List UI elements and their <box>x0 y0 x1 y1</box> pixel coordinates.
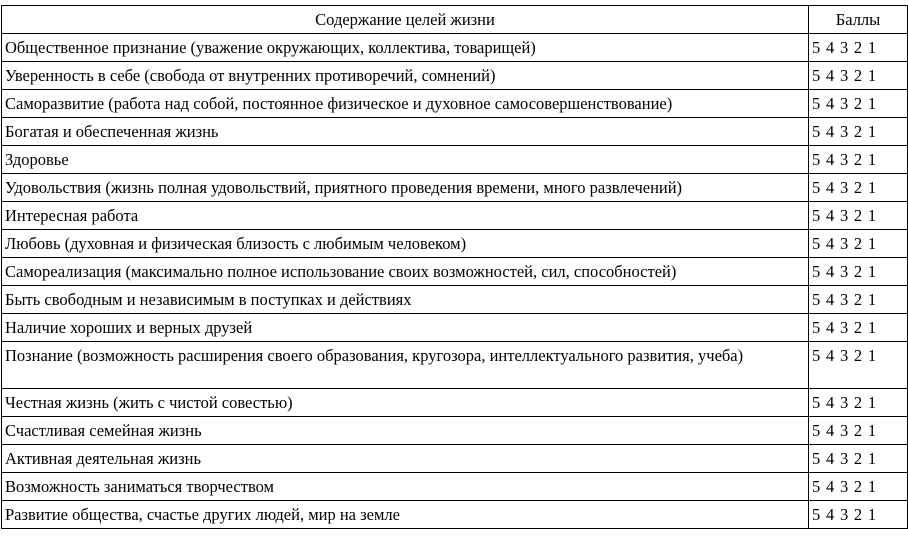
score-cell: 5 4 3 2 1 <box>809 417 908 445</box>
table-row <box>2 417 908 445</box>
column-header-score: Баллы <box>809 6 908 34</box>
goal-cell: Богатая и обеспеченная жизнь <box>2 118 809 146</box>
score-cell: 5 4 3 2 1 <box>809 473 908 501</box>
table-row <box>2 230 908 258</box>
score-cell: 5 4 3 2 1 <box>809 314 908 342</box>
table-row <box>2 473 908 501</box>
goal-cell: Здоровье <box>2 146 809 174</box>
goal-cell: Познание (возможность расширения своего образования, кругозора, интеллектуального развития, учеба) <box>2 342 809 389</box>
life-goals-table <box>1 5 908 529</box>
score-cell: 5 4 3 2 1 <box>809 118 908 146</box>
table-row <box>2 34 908 62</box>
score-cell: 5 4 3 2 1 <box>809 90 908 118</box>
score-cell: 5 4 3 2 1 <box>809 230 908 258</box>
score-cell: 5 4 3 2 1 <box>809 389 908 417</box>
goal-cell: Уверенность в себе (свобода от внутренних противоречий, сомнений) <box>2 62 809 90</box>
table-row <box>2 501 908 529</box>
goal-cell: Любовь (духовная и физическая близость с любимым человеком) <box>2 230 809 258</box>
table-row <box>2 62 908 90</box>
goal-cell: Самореализация (максимально полное использование своих возможностей, сил, способностей) <box>2 258 809 286</box>
score-cell: 5 4 3 2 1 <box>809 174 908 202</box>
goal-cell: Счастливая семейная жизнь <box>2 417 809 445</box>
score-cell: 5 4 3 2 1 <box>809 202 908 230</box>
table-row <box>2 342 908 389</box>
column-header-goal: Содержание целей жизни <box>2 6 809 34</box>
table-row <box>2 90 908 118</box>
score-cell: 5 4 3 2 1 <box>809 342 908 389</box>
score-cell: 5 4 3 2 1 <box>809 286 908 314</box>
table-row <box>2 314 908 342</box>
goal-cell: Активная деятельная жизнь <box>2 445 809 473</box>
table-row <box>2 146 908 174</box>
table-row <box>2 174 908 202</box>
table-row <box>2 202 908 230</box>
table-row <box>2 118 908 146</box>
goal-cell: Наличие хороших и верных друзей <box>2 314 809 342</box>
score-cell: 5 4 3 2 1 <box>809 501 908 529</box>
table-row <box>2 389 908 417</box>
goal-cell: Быть свободным и независимым в поступках и действиях <box>2 286 809 314</box>
goal-cell: Саморазвитие (работа над собой, постоянное физическое и духовное самосовершенствование) <box>2 90 809 118</box>
goal-cell: Общественное признание (уважение окружающих, коллектива, товарищей) <box>2 34 809 62</box>
goal-cell: Интересная работа <box>2 202 809 230</box>
score-cell: 5 4 3 2 1 <box>809 146 908 174</box>
score-cell: 5 4 3 2 1 <box>809 258 908 286</box>
table-row <box>2 445 908 473</box>
goal-cell: Возможность заниматься творчеством <box>2 473 809 501</box>
header-row <box>2 6 908 34</box>
goal-cell: Удовольствия (жизнь полная удовольствий, приятного проведения времени, много развлечений) <box>2 174 809 202</box>
score-cell: 5 4 3 2 1 <box>809 34 908 62</box>
score-cell: 5 4 3 2 1 <box>809 62 908 90</box>
goal-cell: Развитие общества, счастье других людей, мир на земле <box>2 501 809 529</box>
goal-cell: Честная жизнь (жить с чистой совестью) <box>2 389 809 417</box>
table-row <box>2 286 908 314</box>
table-row <box>2 258 908 286</box>
score-cell: 5 4 3 2 1 <box>809 445 908 473</box>
